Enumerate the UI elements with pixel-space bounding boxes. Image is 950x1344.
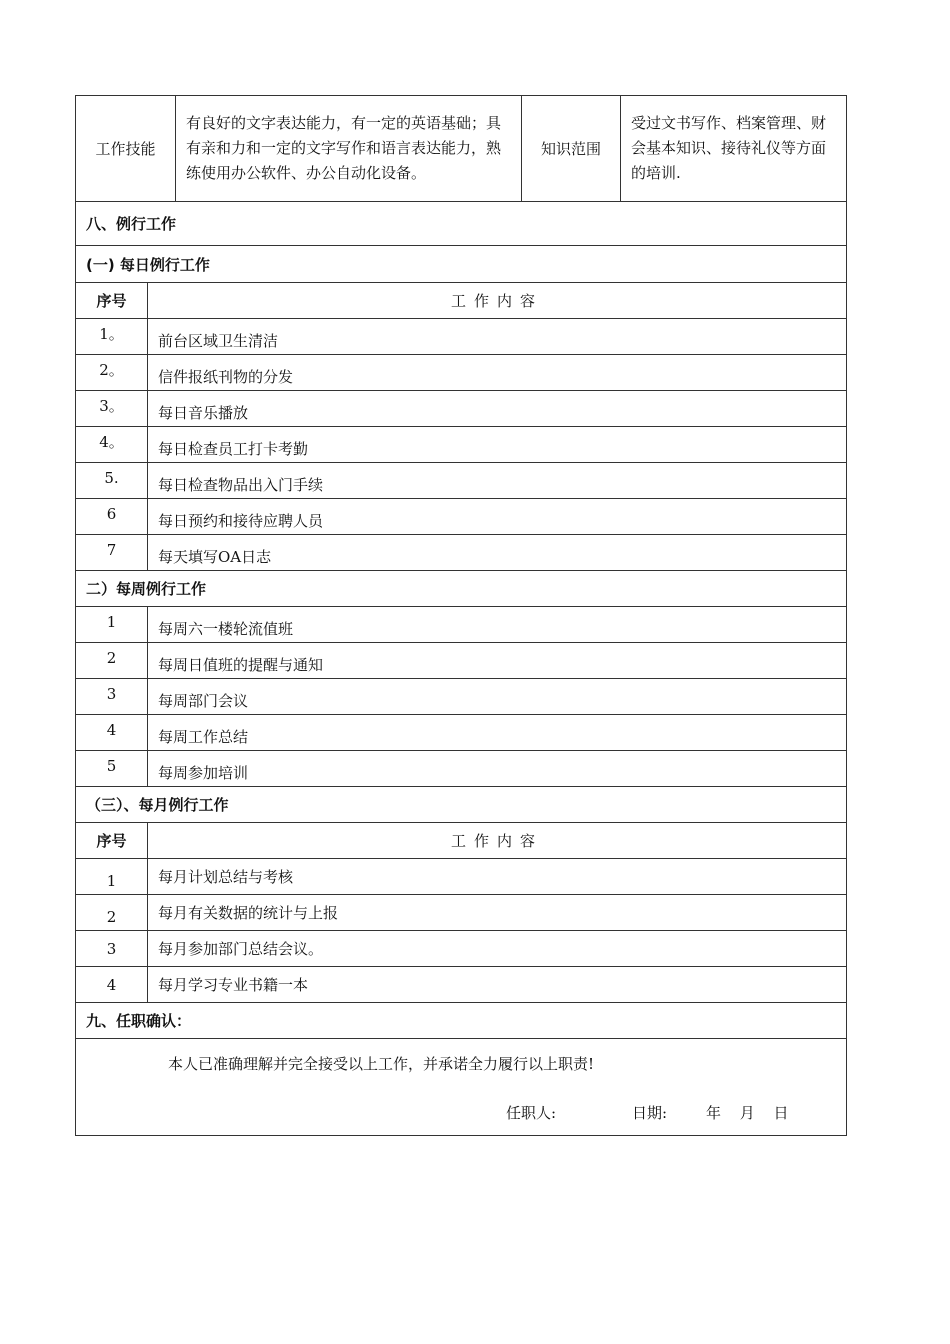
row-number: 3 <box>76 679 148 715</box>
confirmation-box <box>76 1039 847 1136</box>
table-row <box>76 355 847 391</box>
row-number: 4。 <box>76 427 148 463</box>
row-content: 每月计划总结与考核 <box>148 859 847 895</box>
routine-work-table <box>75 201 847 1136</box>
row-number: 2 <box>76 643 148 679</box>
row-number: 7 <box>76 535 148 571</box>
table-row <box>76 859 847 895</box>
row-content: 每日预约和接待应聘人员 <box>148 499 847 535</box>
section-8-title: 八、例行工作 <box>76 202 847 246</box>
table-row <box>76 751 847 787</box>
monthly-header-content: 工作内容 <box>148 823 847 859</box>
row-number: 6 <box>76 499 148 535</box>
skills-table <box>75 95 847 202</box>
table-row <box>76 679 847 715</box>
row-number: 5. <box>76 463 148 499</box>
confirmation-section-title: 九、任职确认： <box>76 1003 847 1039</box>
daily-header-number: 序号 <box>76 283 148 319</box>
table-row <box>76 967 847 1003</box>
date-label: 日期: <box>632 1104 668 1122</box>
job-description-document <box>75 95 846 1136</box>
row-number: 2。 <box>76 355 148 391</box>
row-number: 1。 <box>76 319 148 355</box>
table-row <box>76 319 847 355</box>
date-format: 年 月 日 <box>706 1104 789 1122</box>
table-row <box>76 607 847 643</box>
skills-label: 工作技能 <box>76 96 176 202</box>
table-row <box>76 427 847 463</box>
row-content: 每周参加培训 <box>148 751 847 787</box>
row-content: 每日音乐播放 <box>148 391 847 427</box>
row-number: 4 <box>76 967 148 1003</box>
row-content: 每周部门会议 <box>148 679 847 715</box>
row-content: 每月有关数据的统计与上报 <box>148 895 847 931</box>
row-number: 4 <box>76 715 148 751</box>
monthly-header-number: 序号 <box>76 823 148 859</box>
confirmation-statement: 本人已准确理解并完全接受以上工作，并承诺全力履行以上职责! <box>168 1055 595 1073</box>
row-number: 1 <box>76 859 148 895</box>
daily-header-content: 工作内容 <box>148 283 847 319</box>
table-row <box>76 931 847 967</box>
daily-header-row <box>76 283 847 319</box>
row-number: 1 <box>76 607 148 643</box>
row-content: 前台区域卫生清洁 <box>148 319 847 355</box>
row-content: 每月参加部门总结会议。 <box>148 931 847 967</box>
skills-text: 有良好的文字表达能力，有一定的英语基础；具有亲和力和一定的文字写作和语言表达能力，熟练使用办公软件、办公自动化设备。 <box>176 96 522 202</box>
row-number: 3 <box>76 931 148 967</box>
monthly-header-row <box>76 823 847 859</box>
row-content: 信件报纸刊物的分发 <box>148 355 847 391</box>
row-content: 每日检查物品出入门手续 <box>148 463 847 499</box>
table-row <box>76 535 847 571</box>
row-number: 5 <box>76 751 148 787</box>
table-row <box>76 391 847 427</box>
table-row <box>76 895 847 931</box>
signer-label: 任职人: <box>506 1104 557 1122</box>
monthly-section-title: （三）、每月例行工作 <box>76 787 847 823</box>
table-row <box>76 643 847 679</box>
knowledge-text: 受过文书写作、档案管理、财会基本知识、接待礼仪等方面的培训. <box>621 96 847 202</box>
row-content: 每周日值班的提醒与通知 <box>148 643 847 679</box>
row-content: 每周工作总结 <box>148 715 847 751</box>
row-number: 3。 <box>76 391 148 427</box>
knowledge-label: 知识范围 <box>522 96 621 202</box>
row-content: 每日检查员工打卡考勤 <box>148 427 847 463</box>
weekly-section-title: 二）每周例行工作 <box>76 571 847 607</box>
table-row <box>76 715 847 751</box>
table-row <box>76 499 847 535</box>
daily-section-title: (一) 每日例行工作 <box>76 246 847 283</box>
row-content: 每周六一楼轮流值班 <box>148 607 847 643</box>
row-number: 2 <box>76 895 148 931</box>
row-content: 每月学习专业书籍一本 <box>148 967 847 1003</box>
table-row <box>76 463 847 499</box>
row-content: 每天填写OA日志 <box>148 535 847 571</box>
